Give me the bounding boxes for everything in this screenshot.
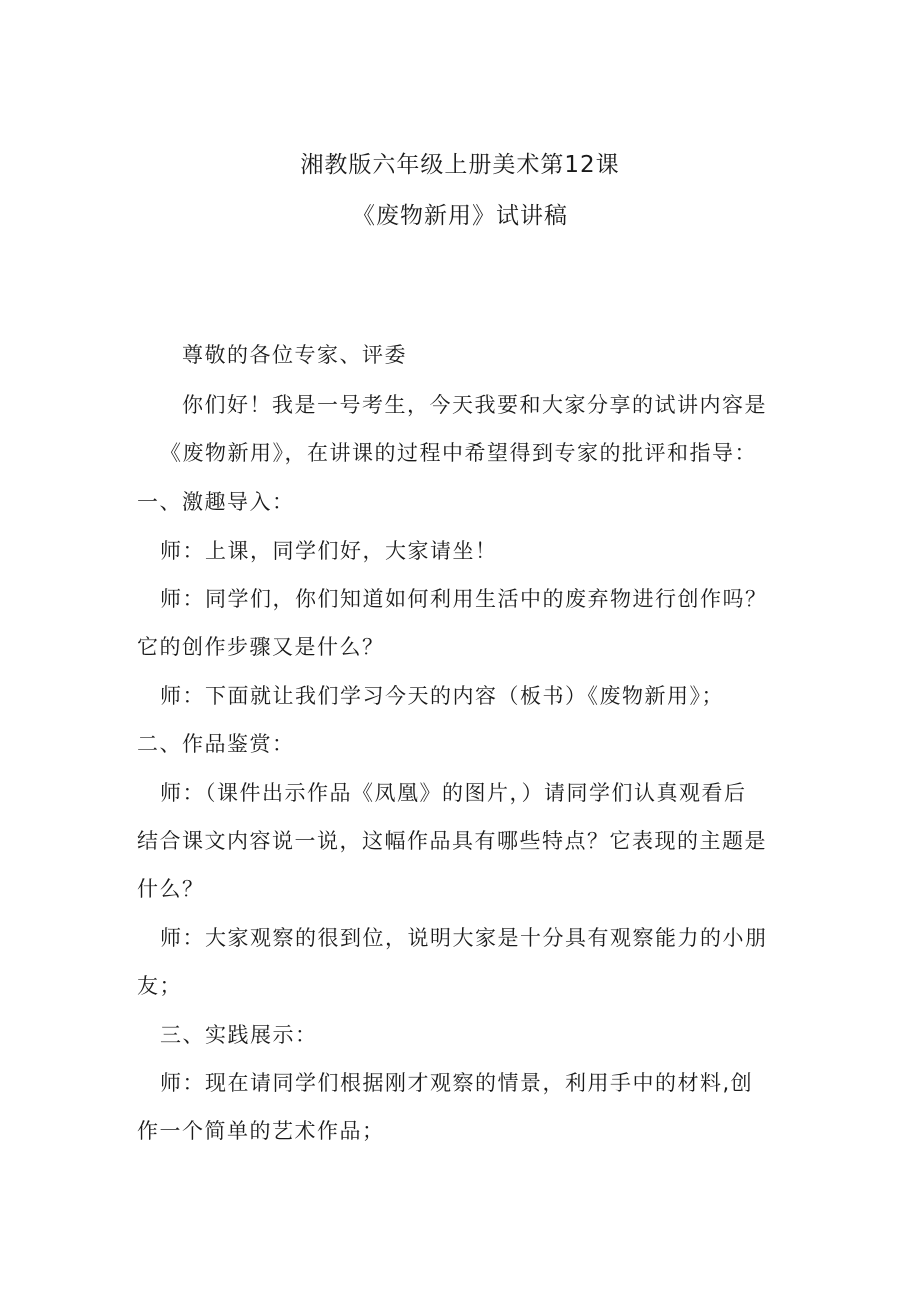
greeting-line-1: 你们好！我是一号考生，今天我要和大家分享的试讲内容是 — [182, 393, 767, 417]
section-heading-1: 一、激趣导入： — [137, 490, 295, 514]
document-subtitle: 《废物新用》试讲稿 — [352, 203, 568, 229]
section-heading-3: 三、实践展示： — [160, 1023, 318, 1047]
paragraph-line: 师：下面就让我们学习今天的内容（板书）《废物新用》； — [160, 684, 724, 708]
paragraph-line: 师：上课，同学们好，大家请坐！ — [160, 539, 498, 563]
paragraph-line: 结合课文内容说一说，这幅作品具有哪些特点？它表现的主题是 — [137, 829, 767, 853]
section-heading-2: 二、作品鉴赏： — [137, 732, 295, 756]
greeting-line-2: 《废物新用》，在讲课的过程中希望得到专家的批评和指导： — [160, 441, 757, 465]
document-title: 湘教版六年级上册美术第12课 — [300, 152, 620, 178]
paragraph-line: 它的创作步骤又是什么？ — [137, 635, 385, 659]
paragraph-line: 友； — [137, 974, 182, 998]
paragraph-line: 师：（课件出示作品《凤凰》的图片，）请同学们认真观看后 — [160, 781, 747, 805]
paragraph-line: 什么？ — [137, 877, 205, 901]
paragraph-line: 师：同学们，你们知道如何利用生活中的废弃物进行创作吗？ — [160, 587, 768, 611]
paragraph-line: 作一个简单的艺术作品； — [137, 1119, 385, 1143]
paragraph-line: 师：现在请同学们根据刚才观察的情景，利用手中的材料,创 — [160, 1071, 754, 1095]
salutation: 尊敬的各位专家、评委 — [182, 343, 407, 367]
paragraph-line: 师：大家观察的很到位，说明大家是十分具有观察能力的小朋 — [160, 926, 768, 950]
